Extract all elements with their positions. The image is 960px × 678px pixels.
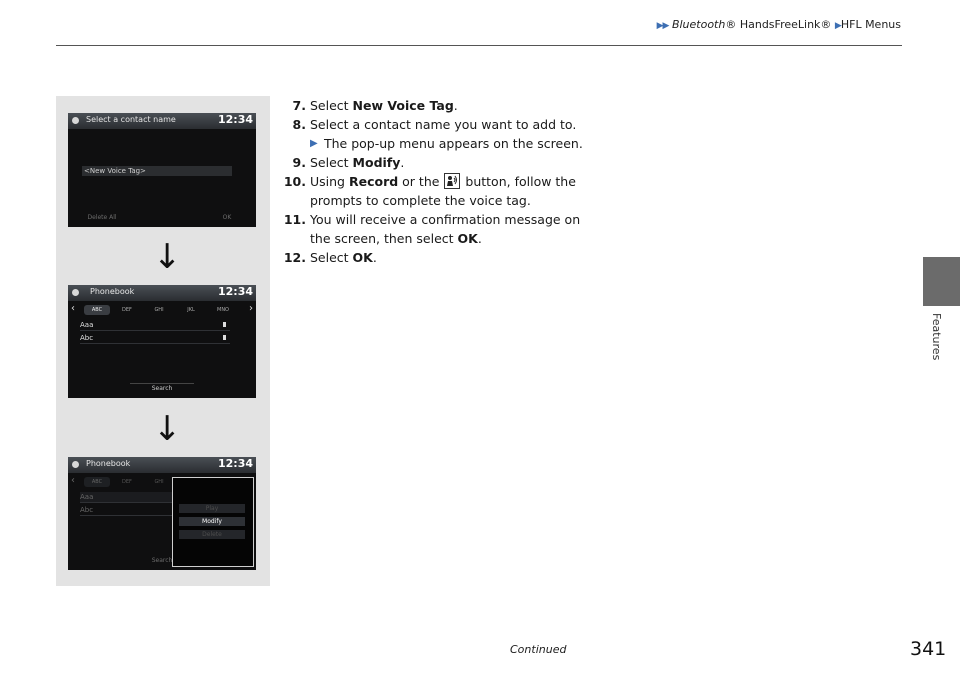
search-button[interactable]: Search [130,383,194,394]
contact-name: Aaa [80,321,94,329]
tab-abc[interactable]: ABC [84,305,110,315]
breadcrumb-arrow-icon: ▶▶ [656,21,669,31]
breadcrumb-arrow-icon: ▶ [834,21,841,31]
section-tab [923,257,960,306]
popup-menu [172,477,254,567]
contact-name: Abc [80,506,94,514]
screen-title: Phonebook [86,459,131,468]
popup-play[interactable]: Play [179,504,245,513]
tab-def[interactable]: DEF [122,479,132,485]
screen-select-contact [68,113,256,227]
page-number: 341 [910,638,947,660]
continued-label: Continued [510,643,567,656]
talk-button-icon [444,173,460,189]
screen-title: Phonebook [90,287,135,296]
contact-name: Abc [80,334,94,342]
header-divider [56,45,902,46]
tab-def[interactable]: DEF [122,307,132,313]
step-7: 7. Select New Voice Tag. [292,98,458,113]
home-icon [72,461,79,468]
screen-phonebook [68,285,256,398]
breadcrumb [657,18,901,31]
screen-phonebook-popup [68,457,256,570]
popup-delete[interactable]: Delete [179,530,245,539]
arrow-down-icon: ↓ [153,409,182,449]
breadcrumb-handsfreelink: ® HandsFreeLink® [725,18,832,31]
chevron-right-icon[interactable]: › [249,303,253,314]
note-arrow-icon: ▶ [310,138,318,149]
tab-ghi[interactable]: GHI [154,307,164,313]
clock: 12:34 [217,457,253,470]
step-10: 10. Using Record or the button, follow the prompts to complete the voice tag. [283,174,576,208]
new-voice-tag-row[interactable]: <New Voice Tag> [82,166,232,176]
home-icon [72,289,79,296]
contact-entry[interactable] [80,320,230,331]
search-button[interactable]: Search [151,557,173,564]
breadcrumb-hfl-menus: HFL Menus [840,18,901,31]
ok-button[interactable]: OK [222,214,232,221]
step-11: 11. You will receive a confirmation message on the screen, then select OK. [283,212,581,246]
step-9: 9. Select Modify. [292,155,405,170]
clock: 12:34 [217,285,253,298]
contact-name: Aaa [80,493,94,501]
lock-icon [223,335,226,340]
tab-abc[interactable]: ABC [84,477,110,487]
tab-ghi[interactable]: GHI [154,479,164,485]
delete-all-button[interactable]: Delete All [87,214,117,221]
chevron-left-icon[interactable]: ‹ [71,303,75,314]
lock-icon [223,322,226,327]
step-8: 8. Select a contact name you want to add to. [292,117,577,132]
tab-mno[interactable]: MNO [217,307,229,313]
screen-title: Select a contact name [86,115,176,124]
step-8-note: ▶ The pop-up menu appears on the screen. [310,136,583,151]
arrow-down-icon: ↓ [153,237,182,277]
home-icon [72,117,79,124]
breadcrumb-bluetooth: Bluetooth [671,18,726,31]
step-12: 12. Select OK. [283,250,377,265]
tab-jkl[interactable]: JKL [187,307,195,313]
instruction-steps [280,96,600,267]
popup-modify[interactable]: Modify [179,517,245,526]
chevron-left-icon[interactable]: ‹ [71,475,75,486]
section-label: Features [930,313,943,361]
contact-entry[interactable] [80,333,230,344]
clock: 12:34 [217,113,253,126]
